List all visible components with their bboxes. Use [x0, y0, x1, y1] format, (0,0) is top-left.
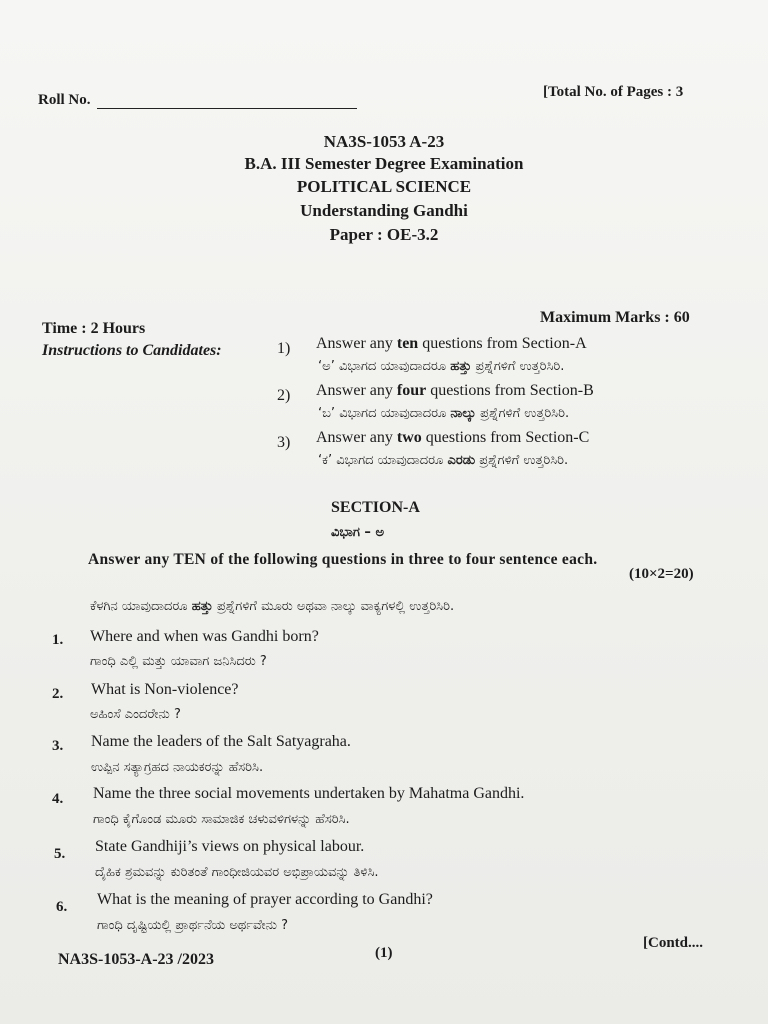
- question-text: Where and when was Gandhi born?: [90, 628, 319, 645]
- instruction-text: Answer any four questions from Section-B: [316, 382, 594, 399]
- question-number: 4.: [52, 791, 64, 807]
- paper-code: NA3S-1053 A-23: [323, 132, 445, 151]
- question-text: Name the leaders of the Salt Satyagraha.: [91, 733, 351, 750]
- question-text-kannada: ಗಾಂಧಿ ದೃಷ್ಟಿಯಲ್ಲಿ ಪ್ರಾರ್ಥನೆಯ ಅರ್ಥವೇನು ?: [97, 918, 289, 933]
- section-title: SECTION-A: [331, 499, 420, 516]
- maximum-marks: Maximum Marks : 60: [540, 309, 690, 326]
- roll-no-label: Roll No.: [38, 92, 91, 108]
- instructions-label: Instructions to Candidates:: [42, 342, 222, 359]
- subject-title: POLITICAL SCIENCE: [296, 177, 472, 196]
- question-text: State Gandhiji’s views on physical labour.: [95, 838, 365, 855]
- total-pages: [Total No. of Pages : 3: [543, 84, 684, 100]
- question-text: Name the three social movements undertaken by Mahatma Gandhi.: [93, 785, 525, 802]
- question-text-kannada: ಅಹಿಂಸೆ ಎಂದರೇನು ?: [90, 707, 181, 722]
- question-text: What is the meaning of prayer according to Gandhi?: [97, 891, 433, 908]
- roll-no-field: [38, 92, 357, 109]
- question-number: 1.: [52, 632, 64, 648]
- question-text-kannada: ದೈಹಿಕ ಶ್ರಮವನ್ನು ಕುರಿತಂತೆ ಗಾಂಧೀಜಿಯವರ ಅಭಿಪ್ರಾಯವನ್ನು ತಿಳಿಸಿ.: [95, 865, 379, 880]
- section-marks: (10×2=20): [629, 566, 694, 582]
- instruction-number: 2): [277, 387, 291, 404]
- instruction-text: Answer any ten questions from Section-A: [316, 335, 587, 352]
- section-directive-kannada: ಕೆಳಗಿನ ಯಾವುದಾದರೂ ಹತ್ತು ಪ್ರಶ್ನೆಗಳಿಗೆ ಮೂರು ಅಥವಾ ನಾಲ್ಕು ವಾಕ್ಯಗಳಲ್ಲಿ ಉತ್ತರಿಸಿರಿ.: [90, 599, 455, 614]
- section-directive: Answer any TEN of the following questions in three to four sentence each.: [88, 551, 598, 568]
- section-title-kannada: ವಿಭಾಗ – ಅ: [331, 525, 385, 540]
- question-text-kannada: ಗಾಂಧಿ ಎಲ್ಲಿ ಮತ್ತು ಯಾವಾಗ ಜನಿಸಿದರು ?: [90, 654, 267, 669]
- question-text-kannada: ಗಾಂಧಿ ಕೈಗೊಂಡ ಮೂರು ಸಾಮಾಜಿಕ ಚಳುವಳಿಗಳನ್ನು ಹೆಸರಿಸಿ.: [93, 812, 350, 827]
- question-number: 5.: [54, 846, 66, 862]
- instruction-text-kannada: ‘ಬ’ ವಿಭಾಗದ ಯಾವುದಾದರೂ ನಾಲ್ಕು ಪ್ರಶ್ನೆಗಳಿಗೆ ಉತ್ತರಿಸಿರಿ.: [318, 406, 570, 421]
- footer-paper-code: NA3S-1053-A-23 /2023: [58, 951, 214, 968]
- question-text-kannada: ಉಪ್ಪಿನ ಸತ್ಯಾಗ್ರಹದ ನಾಯಕರನ್ನು ಹೆಸರಿಸಿ.: [91, 760, 264, 775]
- instruction-text-kannada: ‘ಕ’ ವಿಭಾಗದ ಯಾವುದಾದರೂ ಎರಡು ಪ್ರಶ್ನೆಗಳಿಗೆ ಉತ್ತರಿಸಿರಿ.: [318, 453, 569, 468]
- exam-title: B.A. III Semester Degree Examination: [244, 154, 524, 173]
- instruction-text: Answer any two questions from Section-C: [316, 429, 590, 446]
- instruction-number: 3): [277, 434, 291, 451]
- time-allowed: Time : 2 Hours: [42, 320, 146, 337]
- question-number: 2.: [52, 686, 64, 702]
- page-number: (1): [375, 945, 393, 961]
- question-number: 3.: [52, 738, 64, 754]
- question-number: 6.: [56, 899, 68, 915]
- paper-number: Paper : OE-3.2: [329, 225, 439, 244]
- continued-label: [Contd....: [643, 935, 704, 951]
- paper-title: Understanding Gandhi: [300, 201, 468, 220]
- instruction-text-kannada: ‘ಅ’ ವಿಭಾಗದ ಯಾವುದಾದರೂ ಹತ್ತು ಪ್ರಶ್ನೆಗಳಿಗೆ ಉತ್ತರಿಸಿರಿ.: [318, 359, 565, 374]
- instruction-number: 1): [277, 340, 291, 357]
- roll-no-blank-line: [97, 107, 357, 109]
- question-text: What is Non-violence?: [91, 681, 239, 698]
